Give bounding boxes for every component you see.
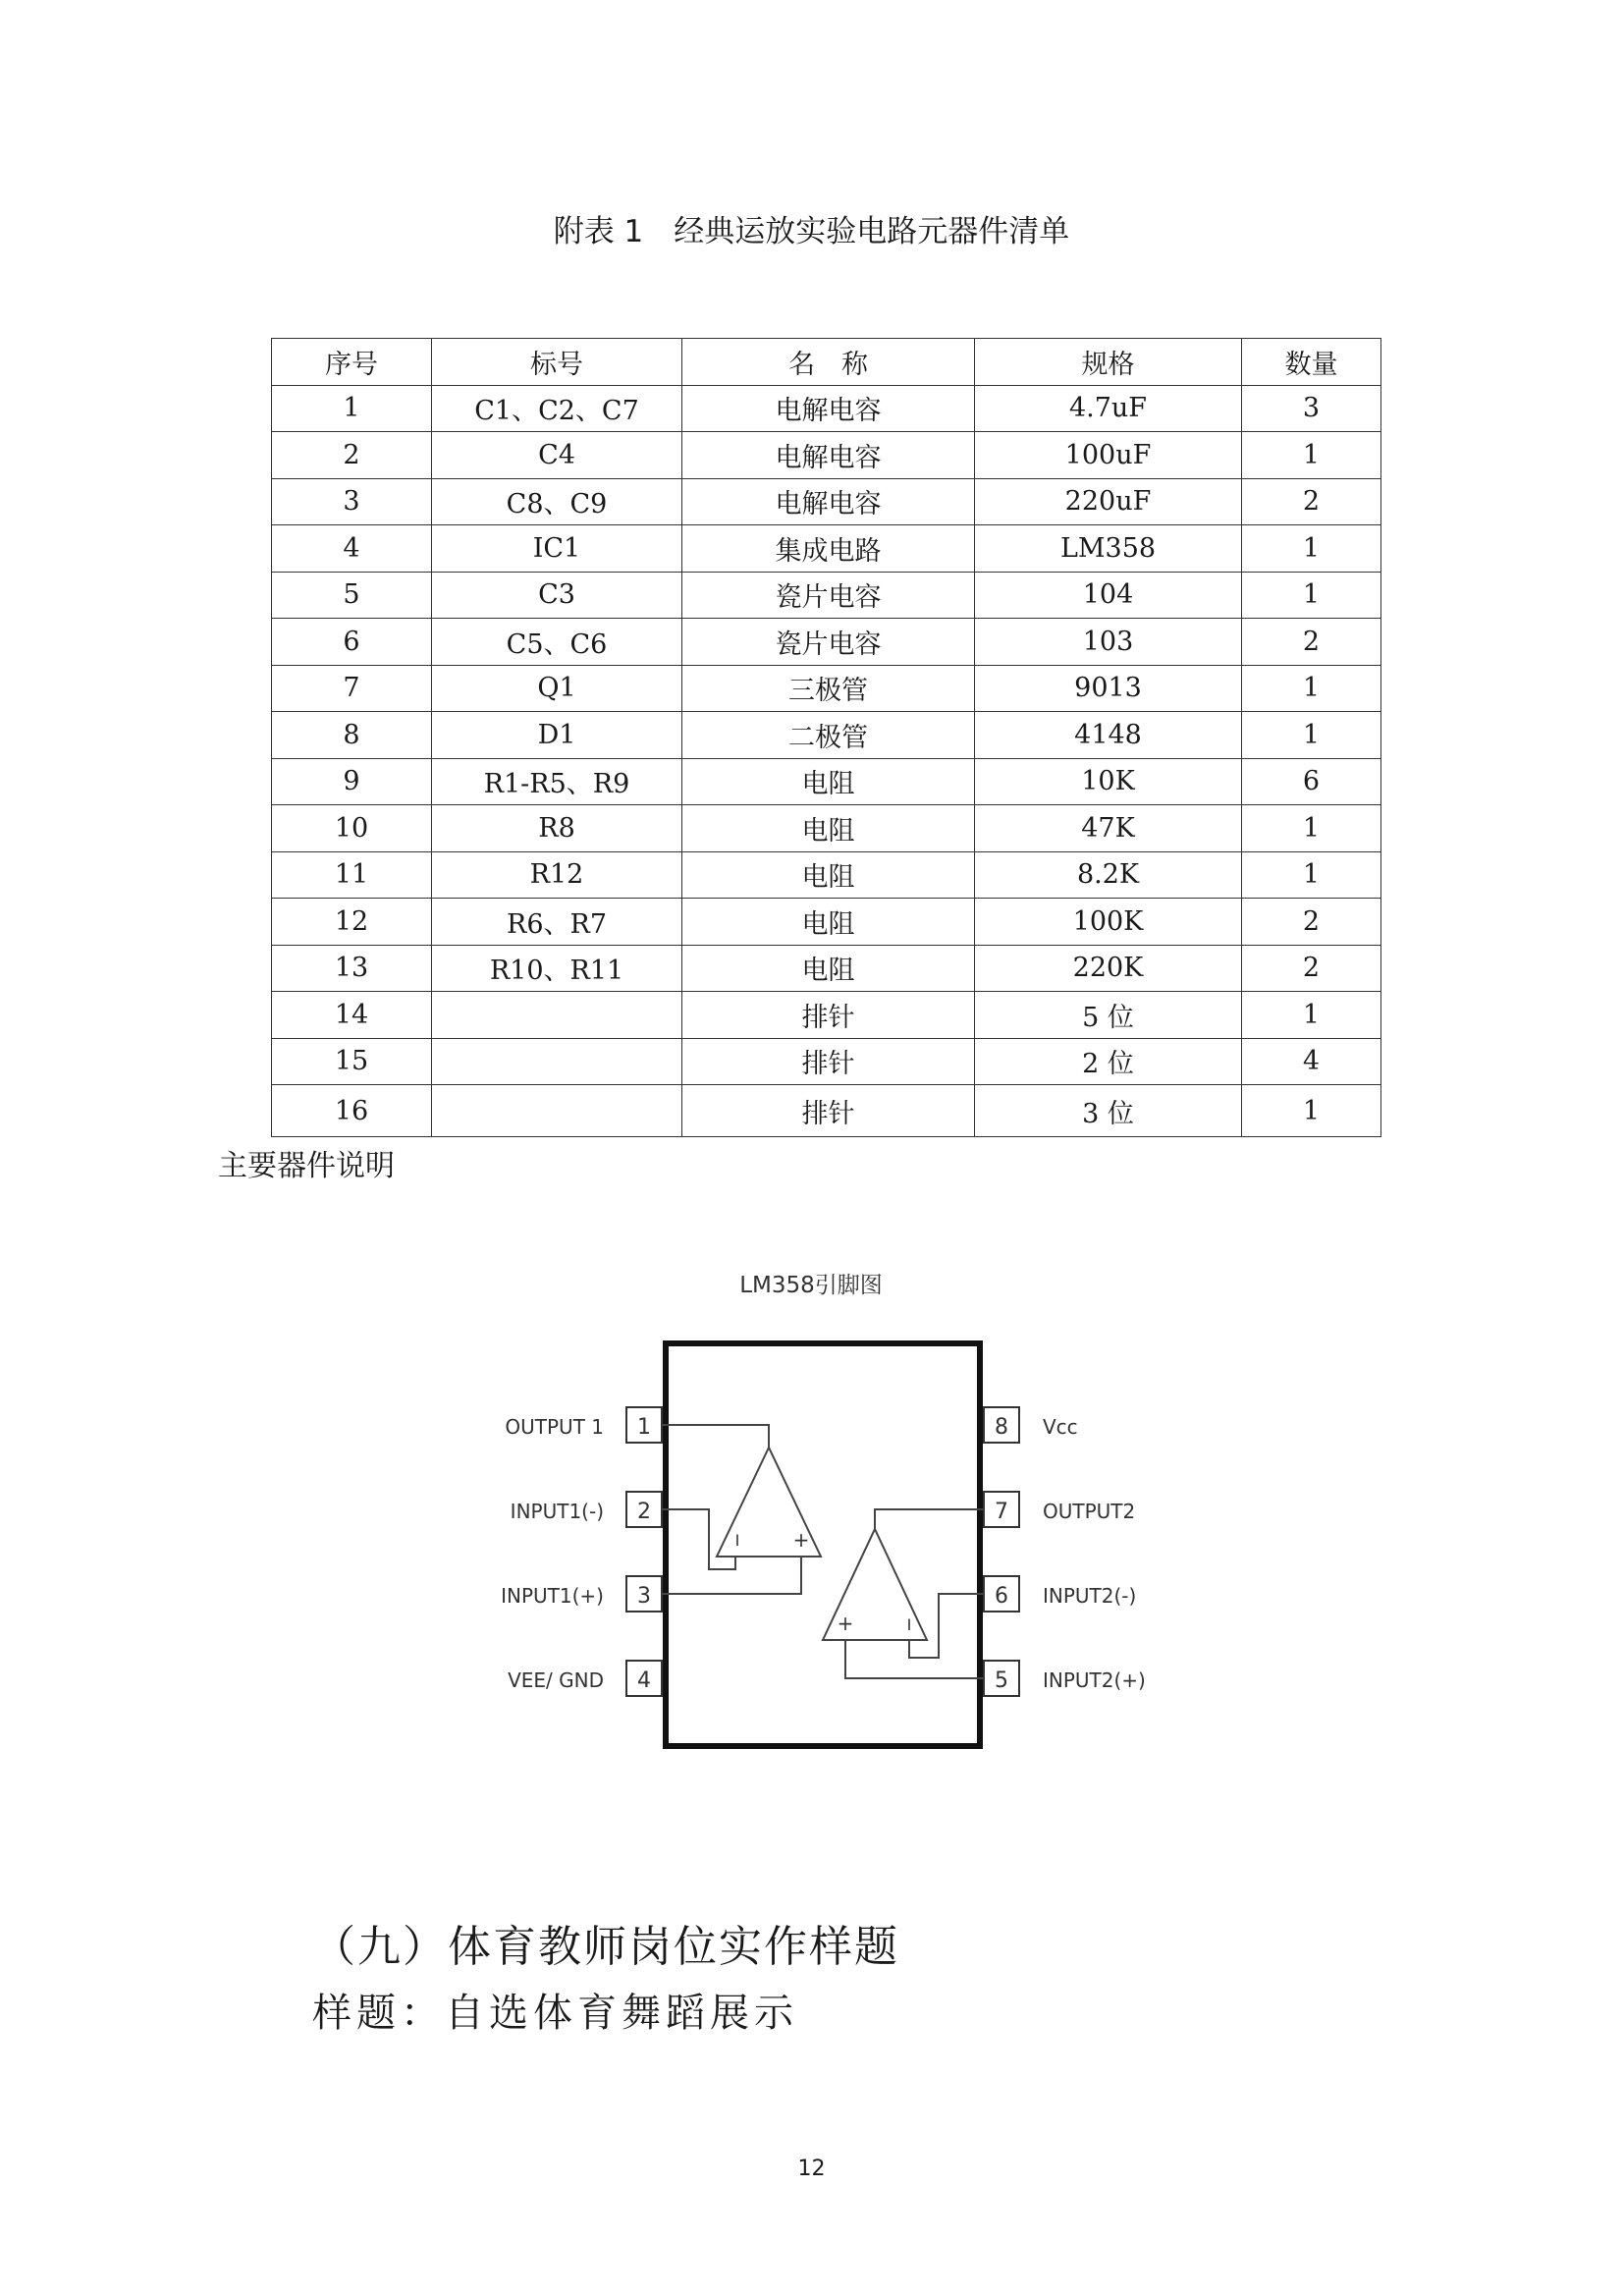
cell-name: 电解电容 [682,432,975,479]
cell-name: 电阻 [682,899,975,946]
cell-quantity: 1 [1242,432,1381,479]
cell-spec: 2 位 [975,1038,1242,1085]
cell-designator: R12 [432,851,682,899]
cell-index: 2 [272,432,432,479]
cell-quantity: 1 [1242,1085,1381,1137]
right-pins [984,1407,1146,1696]
cell-quantity: 1 [1242,805,1381,852]
cell-spec: 8.2K [975,851,1242,899]
pin-number-7: 7 [995,1500,1008,1524]
pin-label-output2: OUTPUT2 [1043,1500,1136,1523]
cell-name: 二极管 [682,712,975,759]
pin-label-input2-minus: INPUT2(-) [1043,1584,1137,1608]
header-designator: 标号 [432,339,682,386]
cell-quantity: 6 [1242,758,1381,805]
cell-designator: R6、R7 [432,899,682,946]
cell-quantity: 3 [1242,385,1381,432]
task-line: 样题：自选体育舞蹈展示 [312,1991,798,2036]
cell-spec: 9013 [975,665,1242,712]
pin-label-vcc: Vcc [1043,1415,1078,1439]
cell-designator: C1、C2、C7 [432,385,682,432]
amp2-plus-mark: + [837,1612,854,1635]
cell-quantity: 4 [1242,1038,1381,1085]
cell-index: 5 [272,572,432,619]
pin-number-3: 3 [637,1584,651,1609]
cell-quantity: 1 [1242,525,1381,573]
amp1-plus-wire [662,1557,801,1594]
header-spec: 规格 [975,339,1242,386]
amplifier-2 [823,1509,984,1678]
cell-designator: C8、C9 [432,478,682,525]
cell-index: 16 [272,1085,432,1137]
cell-name: 电阻 [682,945,975,992]
pin-label-vee-gnd: VEE/ GND [508,1668,604,1692]
cell-quantity: 1 [1242,665,1381,712]
header-name: 名 称 [682,339,975,386]
cell-spec: 103 [975,619,1242,666]
amp2-output-wire [875,1509,984,1529]
cell-designator: R8 [432,805,682,852]
header-quantity: 数量 [1242,339,1381,386]
cell-index: 8 [272,712,432,759]
cell-designator: R1-R5、R9 [432,758,682,805]
cell-name: 电解电容 [682,385,975,432]
section-heading: （九）体育教师岗位实作样题 [312,1922,899,1972]
cell-name: 集成电路 [682,525,975,573]
cell-index: 11 [272,851,432,899]
pin-number-1: 1 [637,1415,651,1440]
cell-index: 13 [272,945,432,992]
cell-spec: 10K [975,758,1242,805]
cell-index: 10 [272,805,432,852]
cell-index: 12 [272,899,432,946]
cell-quantity: 1 [1242,712,1381,759]
pin-label-output1: OUTPUT 1 [505,1415,604,1439]
cell-name: 电阻 [682,851,975,899]
cell-quantity: 2 [1242,945,1381,992]
pin-number-4: 4 [637,1668,651,1693]
cell-quantity: 1 [1242,572,1381,619]
cell-name: 瓷片电容 [682,572,975,619]
table-caption: 附表 1 经典运放实验电路元器件清单 [553,214,1070,249]
cell-designator: D1 [432,712,682,759]
cell-name: 排针 [682,992,975,1039]
cell-quantity: 1 [1242,992,1381,1039]
amp1-plus-mark: + [792,1528,810,1552]
cell-spec: 220K [975,945,1242,992]
amp1-output-wire [662,1425,769,1448]
cell-spec: 104 [975,572,1242,619]
cell-designator: C3 [432,572,682,619]
amp1-minus-mark: I [734,1531,740,1550]
pin-label-input2-plus: INPUT2(+) [1043,1668,1146,1692]
cell-designator: R10、R11 [432,945,682,992]
cell-spec: 100K [975,899,1242,946]
cell-name: 电解电容 [682,478,975,525]
cell-spec: 47K [975,805,1242,852]
cell-designator: IC1 [432,525,682,573]
header-index: 序号 [272,339,432,386]
cell-index: 15 [272,1038,432,1085]
left-pins [501,1407,662,1696]
cell-spec: LM358 [975,525,1242,573]
cell-index: 14 [272,992,432,1039]
cell-index: 9 [272,758,432,805]
cell-spec: 3 位 [975,1085,1242,1137]
cell-designator: C4 [432,432,682,479]
cell-index: 7 [272,665,432,712]
cell-name: 三极管 [682,665,975,712]
cell-index: 4 [272,525,432,573]
amplifier-1 [662,1425,821,1594]
pin-number-5: 5 [995,1668,1008,1693]
cell-quantity: 1 [1242,851,1381,899]
pin-number-8: 8 [995,1415,1008,1440]
amp2-minus-mark: I [906,1615,912,1634]
ic-package-body [666,1343,980,1746]
cell-spec: 4.7uF [975,385,1242,432]
cell-spec: 4148 [975,712,1242,759]
cell-designator: C5、C6 [432,619,682,666]
cell-name: 电阻 [682,805,975,852]
pin-number-6: 6 [995,1584,1008,1609]
pin-number-2: 2 [637,1500,651,1524]
cell-quantity: 2 [1242,478,1381,525]
cell-quantity: 2 [1242,899,1381,946]
cell-index: 1 [272,385,432,432]
cell-name: 电阻 [682,758,975,805]
cell-spec: 5 位 [975,992,1242,1039]
cell-index: 3 [272,478,432,525]
cell-name: 排针 [682,1085,975,1137]
pin-label-input1-plus: INPUT1(+) [501,1584,604,1608]
cell-designator: Q1 [432,665,682,712]
cell-spec: 100uF [975,432,1242,479]
cell-index: 6 [272,619,432,666]
cell-spec: 220uF [975,478,1242,525]
cell-name: 排针 [682,1038,975,1085]
amp2-plus-wire [845,1640,984,1678]
pinout-title: LM358引脚图 [739,1273,883,1298]
cell-name: 瓷片电容 [682,619,975,666]
cell-quantity: 2 [1242,619,1381,666]
page-number: 12 [797,2157,826,2181]
main-components-label: 主要器件说明 [218,1149,395,1183]
pin-label-input1-minus: INPUT1(-) [510,1500,604,1523]
